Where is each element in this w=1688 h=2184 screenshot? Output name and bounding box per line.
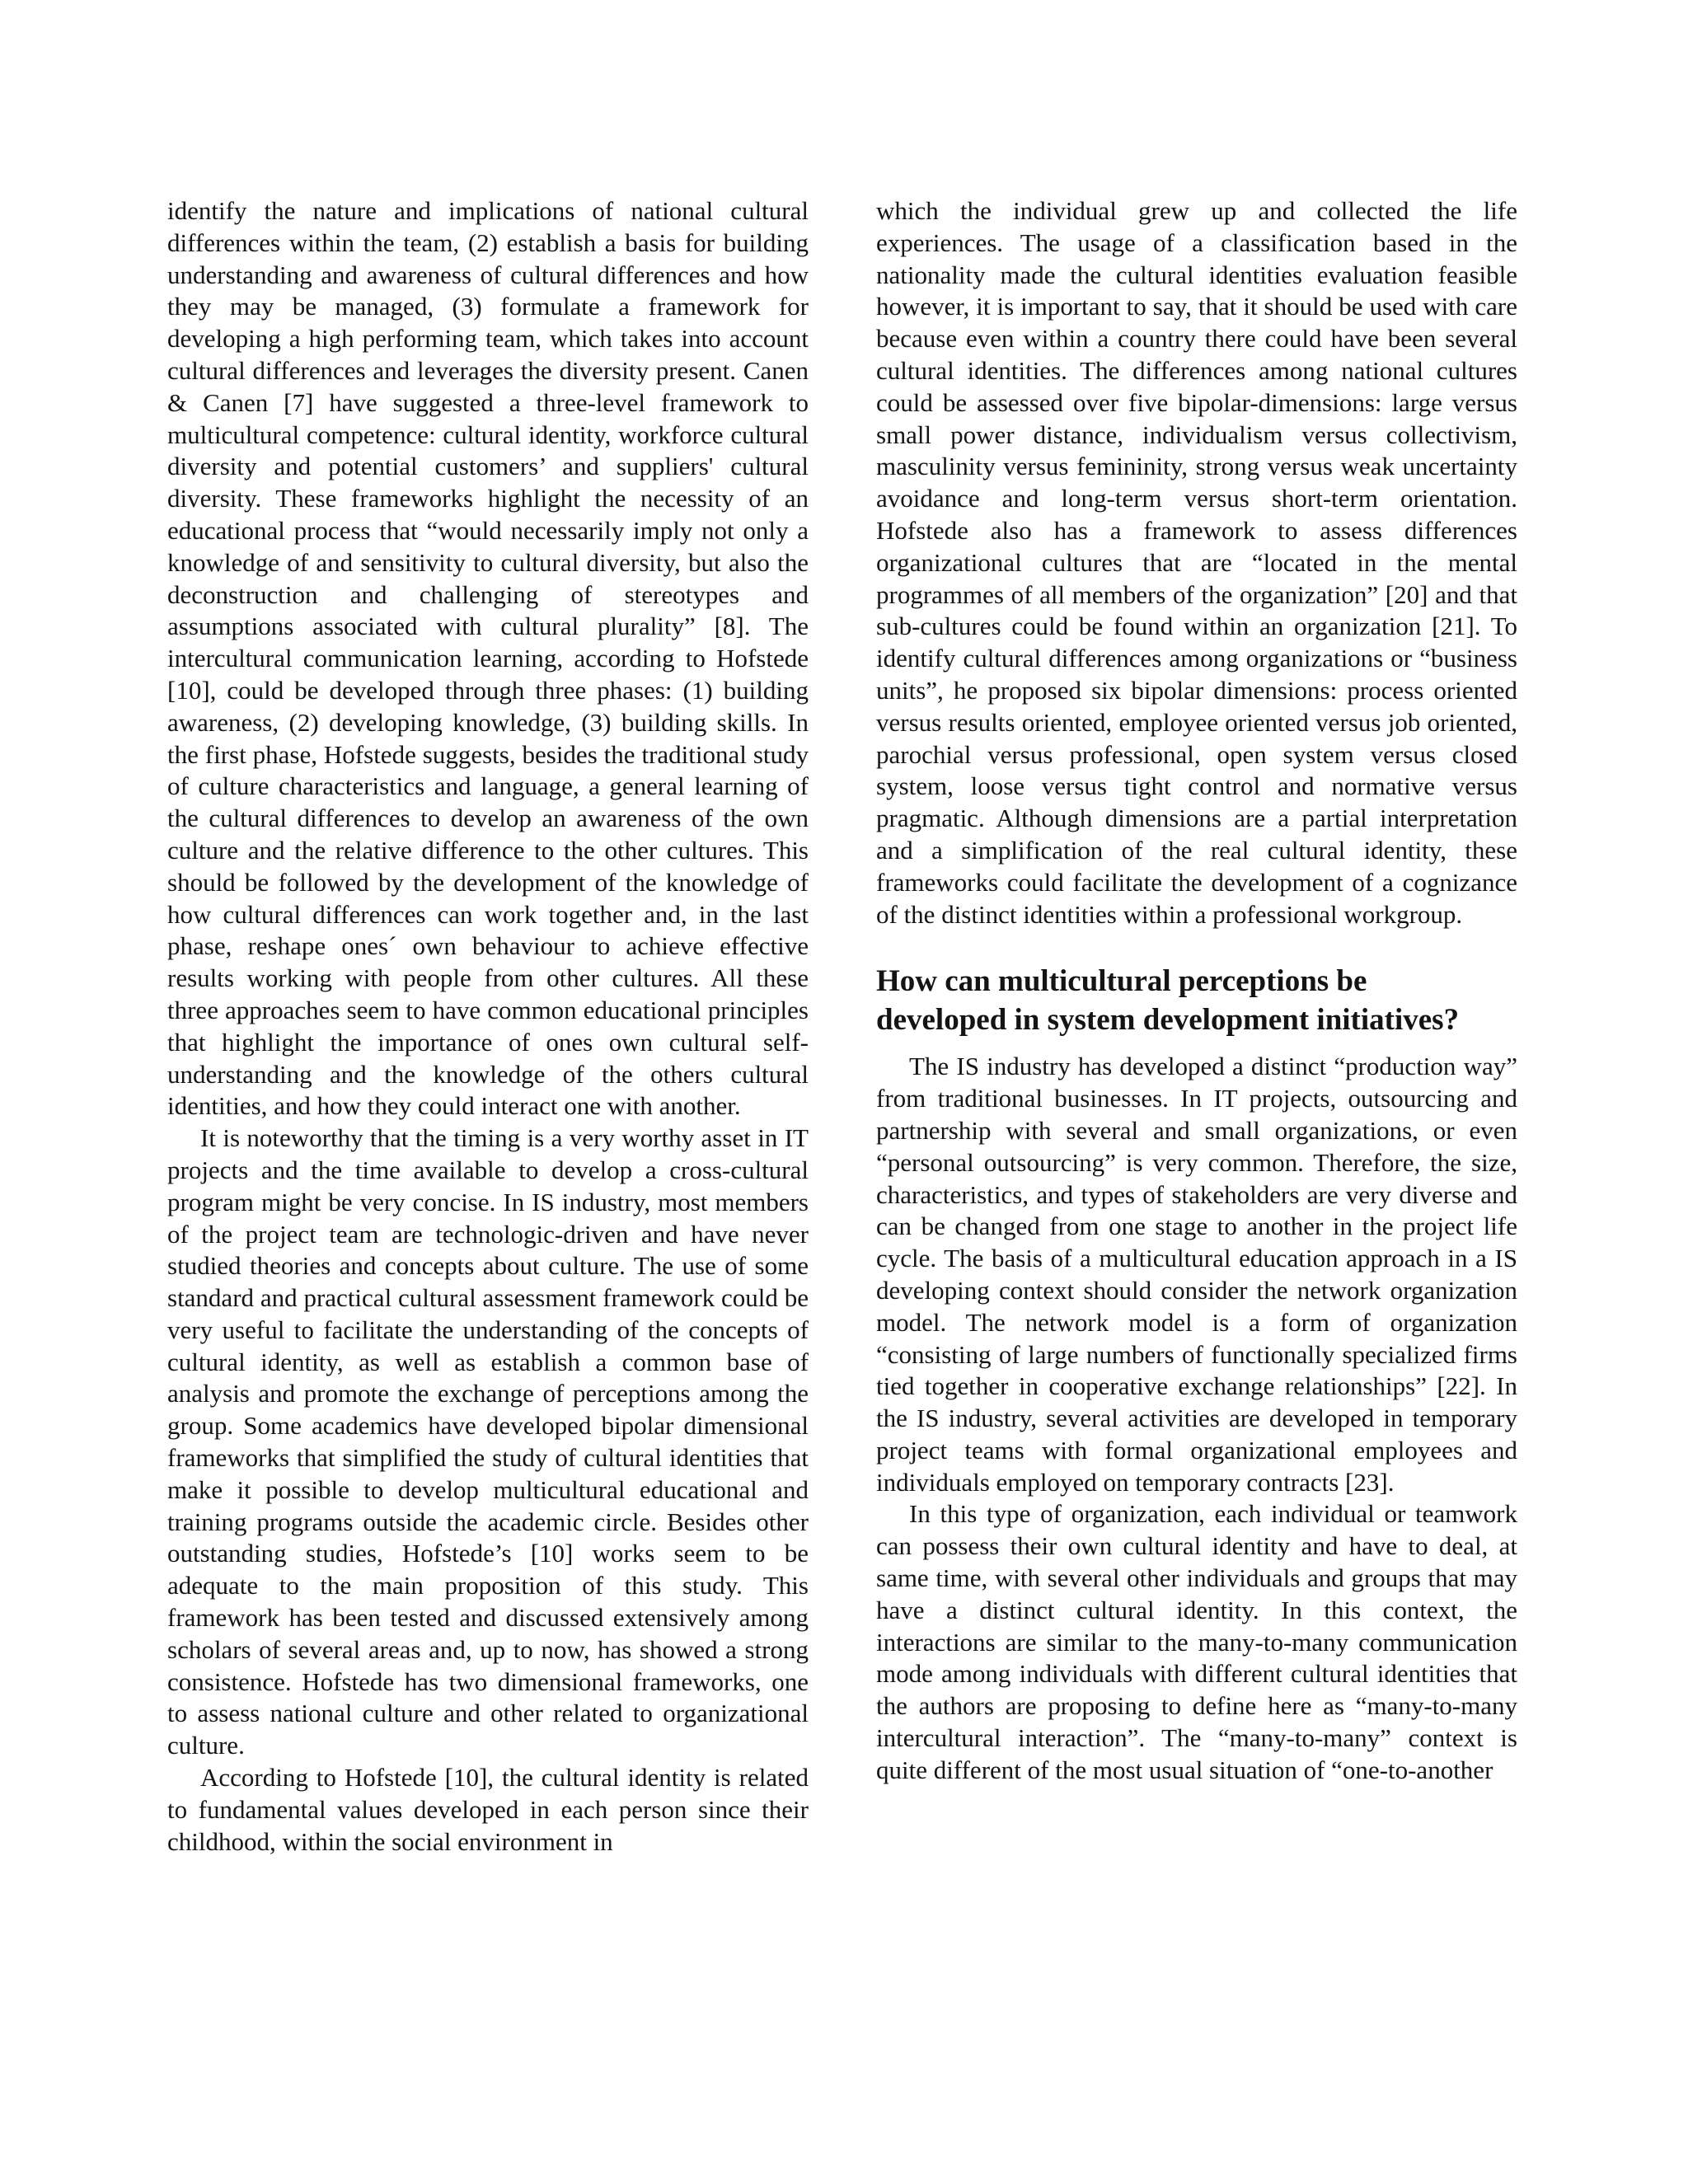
section-heading [876,962,1517,1039]
paragraph-timing-asset: It is noteworthy that the timing is a very worthy asset in IT projects and the time available to develop a cross-cultural program might be very concise. In IS industry, most members of the project team are technologic-driven and have never studied theories and concepts about culture. The use of some standard and practical cultural assessment framework could be very useful to facilitate the understanding of the concepts of cultural identity, as well as establish a common base of analysis and promote the exchange of perceptions among the group. Some academics have developed bipolar dimensional frameworks that simplified the study of cultural identities that make it possible to develop multicultural educational and training programs outside the academic circle. Besides other outstanding studies, Hofstede’s [10] works seem to be adequate to the main proposition of this study. This framework has been tested and discussed extensively among scholars of several areas and, up to now, has showed a strong consistence. Hofstede has two dimensional frameworks, one to assess national culture and other related to organizational culture. [167,1123,809,1760]
section-heading-line-1: How can multicultural perceptions be [876,964,1367,999]
section-heading-line-2: developed in system development initiatives? [876,1003,1460,1038]
paragraph-hofstede-identity: According to Hofstede [10], the cultural identity is related to fundamental values developed in each person since their childhood, within the social environment in [167,1763,809,1856]
right-column [876,195,1517,1787]
paragraph-production-way: The IS industry has developed a distinct “production way” from traditional businesses. In IT projects, outsourcing and partnership with several and small organizations, or even “personal outsourcing” is very common. Therefore, the size, characteristics, and types of stakeholders are very diverse and can be changed from one stage to another in the project life cycle. The basis of a multicultural education approach in a IS developing context should consider the network organization model. The network model is a form of organization “consisting of large numbers of functionally specialized firms tied together in cooperative exchange relationships” [22]. In the IS industry, several activities are developed in temporary project teams with formal organizational employees and individuals employed on temporary contracts [23]. [876,1052,1517,1497]
paragraph-many-to-many: In this type of organization, each individual or teamwork can possess their own cultural identity and have to deal, at same time, with several other individuals and groups that may have a distinct cultural identity. In this context, the interactions are similar to the many-to-many communication mode among individuals with different cultural identities that the authors are proposing to define here as “many-to-many intercultural interaction”. The “many-to-many” context is quite different of the most usual situation of “one-to-another [876,1499,1517,1784]
left-column [167,195,809,1858]
paragraph-continued: identify the nature and implications of national cultural differences within the team, (2) establish a basis for building understanding and awareness of cultural differences and how they may be managed, (3) formulate a framework for developing a high performing team, which takes into account cultural differences and leverages the diversity present. Canen & Canen [7] have suggested a three-level framework to multicultural competence: cultural identity, workforce cultural diversity and potential customers’ and suppliers' cultural diversity. These frameworks highlight the necessity of an educational process that “would necessarily imply not only a knowledge of and sensitivity to cultural diversity, but also the deconstruction and challenging of stereotypes and assumptions associated with cultural plurality” [8]. The intercultural communication learning, according to Hofstede [10], could be developed through three phases: (1) building awareness, (2) developing knowledge, (3) building skills. In the first phase, Hofstede suggests, besides the traditional study of culture characteristics and language, a general learning of the cultural differences to develop an awareness of the own culture and the relative difference to the other cultures. This should be followed by the development of the knowledge of how cultural differences can work together and, in the last phase, reshape ones´ own behaviour to achieve effective results working with people from other cultures. All these three approaches seem to have common educational principles that highlight the importance of ones own cultural self-understanding and the knowledge of the others cultural identities, and how they could interact one with another. [167,196,809,1121]
paragraph-national-cultures: which the individual grew up and collected the life experiences. The usage of a classification based in the nationality made the cultural identities evaluation feasible however, it is important to say, that it should be used with care because even within a country there could have been several cultural identities. The differences among national cultures could be assessed over five bipolar-dimensions: large versus small power distance, individualism versus collectivism, masculinity versus femininity, strong versus weak uncertainty avoidance and long-term versus short-term orientation. Hofstede also has a framework to assess differences organizational cultures that are “located in the mental programmes of all members of the organization” [20] and that sub-cultures could be found within an organization [21]. To identify cultural differences among organizations or “business units”, he proposed six bipolar dimensions: process oriented versus results oriented, employee oriented versus job oriented, parochial versus professional, open system versus closed system, loose versus tight control and normative versus pragmatic. Although dimensions are a partial interpretation and a simplification of the real cultural identity, these frameworks could facilitate the development of a cognizance of the distinct identities within a professional workgroup. [876,196,1517,929]
